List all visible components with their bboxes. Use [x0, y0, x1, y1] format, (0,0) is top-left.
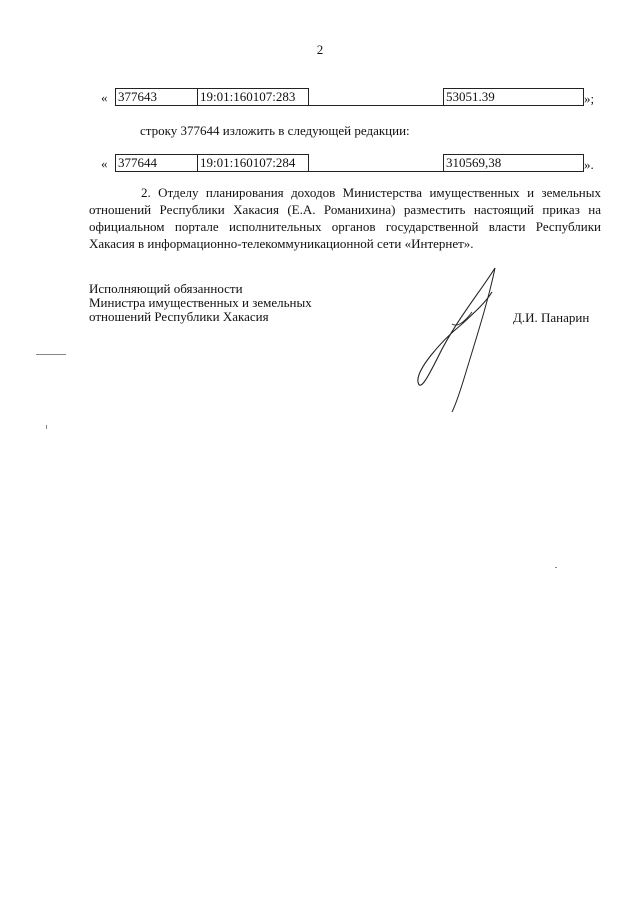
cell-id: 377644 [116, 155, 198, 172]
scan-artifact [46, 425, 47, 429]
signatory-title [89, 282, 312, 324]
instruction-text: строку 377644 изложить в следующей редакции: [140, 123, 410, 138]
cell-cadastral: 19:01:160107:284 [198, 155, 309, 172]
cell-id: 377643 [116, 89, 198, 106]
data-table [115, 154, 584, 172]
order-paragraph: 2. Отделу планирования доходов Министерства имущественных и земельных отношений Республики Хакасия (Е.А. Романихина) разместить настоящий приказ на официальном портале исполнительных органов государственной власти Республики Хакасия в информационно-телекоммуникационной сети «Интернет». [89, 185, 601, 251]
signer-name: Д.И. Панарин [513, 310, 590, 325]
close-quote: »; [584, 91, 595, 106]
close-quote: ». [584, 157, 594, 172]
signatory-title-line: Министра имущественных и земельных [89, 295, 312, 310]
cell-cadastral: 19:01:160107:283 [198, 89, 309, 106]
handwritten-signature [400, 262, 510, 422]
cell-empty [309, 89, 444, 106]
scan-artifact [36, 354, 66, 355]
cell-empty [309, 155, 444, 172]
open-quote: « [101, 90, 108, 105]
signatory-title-line: Исполняющий обязанности [89, 281, 243, 296]
page-number: 2 [316, 42, 324, 57]
cell-value: 53051.39 [444, 89, 584, 106]
scan-artifact [555, 567, 557, 568]
cell-value: 310569,38 [444, 155, 584, 172]
table-row [101, 88, 601, 112]
data-table [115, 88, 584, 106]
open-quote: « [101, 156, 108, 171]
signatory-title-line: отношений Республики Хакасия [89, 309, 269, 324]
table-row [101, 154, 601, 178]
